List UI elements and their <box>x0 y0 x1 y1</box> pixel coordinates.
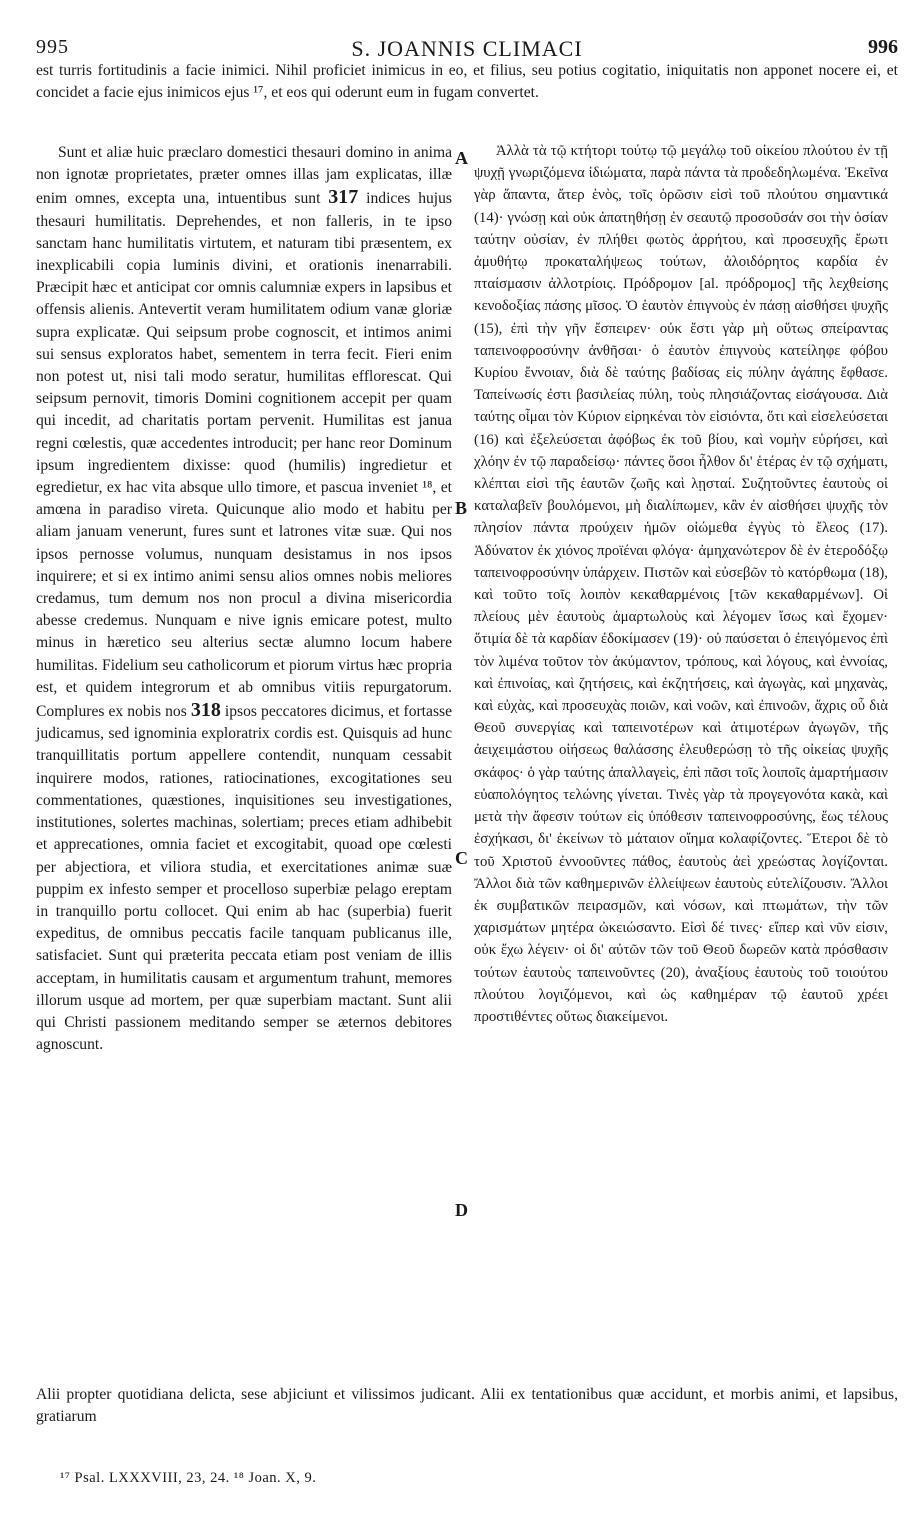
section-marker-a: A <box>455 148 468 168</box>
page-header <box>36 36 898 62</box>
latin-part-1: Sunt et aliæ huic præclaro domestici thesauri domino in anima non ignotæ proprietates, præter omnes illas jam explicatas, illæ enim omnes, excepta una, intuentibus sunt <box>36 144 452 208</box>
greek-text: Ἀλλὰ τὰ τῷ κτήτορι τούτῳ τῷ μεγάλῳ τοῦ οἰκείου πλούτου ἐν τῇ ψυχῇ γνωριζόμενα ἰδιώματα, παρὰ πάντα τὰ προδεδηλωμένα. Ἐκεῖνα γὰρ ἅπαντα, ἄτερ ἑνὸς, τοῖς ὁρῶσιν εἰσὶ τοῦ πλούτου σημαντικά (14)· γνώσῃ καὶ οὐκ ἀπατηθήσῃ ἐν σεαυτῷ προσοῦσάν σοι τὴν ὁσίαν ταύτην οὐσίαν, ἐν πλήθει φωτὸς ἀρρήτου, καὶ προσευχῆς ἔρωτι ἀμυθήτῳ προκαταλήψεως τούτων, ἀλοιδόρητος καρδία ἐν πταίσμασιν ἀλλοτρίοις. Πρόδρομον [al. πρόδρομος] τῆς λεχθείσης κενοδοξίας πάσης μῖσος. Ὁ ἑαυτὸν ἐπιγνοὺς ἐν πάσῃ αἰσθήσει ψυχῆς (15), ἐπὶ τὴν γῆν ἔσπειρεν· οὐκ ἔστι γὰρ μὴ οὕτως σπείραντας ταπεινοφροσύνην ἀνθῆσαι· ὁ ἑαυτὸν ἐπιγνοὺς κατείληφε φόβου Κυρίου ἔννοιαν, διὰ δὲ ταύτης βαδίσας εἰς πύλην ἀγάπης ἔφθασε. Ταπείνωσίς ἐστι βασιλείας πύλη, τοὺς πλησιάζοντας εἰσάγουσα. Διὰ ταύτης οἶμαι τὸν Κύριον εἰρηκέναι τὸν εἰσιόντα, ὅτι καὶ εἰσελεύσεται (16) καὶ ἐξελεύσεται ἀφόβως ἐκ τοῦ βίου, καὶ νομὴν εὑρήσει, καὶ χλόην ἐν τῷ παραδείσῳ· πάντες ὅσοι ἦλθον δι' ἑτέρας ἐν τῷ σχήματι, κλέπται εἰσὶ τῆς ἑαυτῶν ζωῆς καὶ λῃσταί. Συζητοῦντες ἑαυτοὺς οἱ καταλαβεῖν βουλόμενοι, μὴ διαλίπωμεν, κἂν ἐν αἰσθήσει ψυχῆς τὸν πλησίον πάντα προύχειν ἡμῶν οἰώμεθα ἐγγὺς τὸ ἔλεος (17). Ἀδύνατον ἐκ χιόνος προϊέναι φλόγα· ἀμηχανώτερον δὲ ἐν ἑτεροδόξῳ ταπεινοφροσύνην ὑπάρχειν. Πιστῶν καὶ εὐσεβῶν τὸ κατόρθωμα (18), καὶ τοῦτο τοῖς λοιπὸν κεκαθαρμένοις [τῶν κεκαθαρμένων]. Οἱ πλείους μὲν ἑαυτοὺς ἁμαρτωλοὺς καὶ λέγομεν ἴσως καὶ ἔχομεν· ὅτιμία δὲ τὰ καρδίαν ἐδοκίμασεν (19)· οὐ παύσεται ὁ ἐπειγόμενος ἐπὶ τὸν λιμένα τοῦτον τὸν ἀκύμαντον, τρόπους, καὶ λόγους, καὶ ἐννοίας, καὶ ἐπινοίας, καὶ ζητήσεις, καὶ ἐκζητήσεις, καὶ ἀγωγὰς, καὶ μηχανὰς, καὶ εὐχὰς, καὶ προσευχὰς ποιῶν, καὶ νοῶν, καὶ ἐπινοῶν, ἄχρις οὗ διὰ Θεοῦ συνεργίας καὶ ταπεινοτέρων καὶ ἀτιμοτέρων ἀγωγῶν, τῆς ἀειχειμάστου οἰήσεως θαλάσσης ἐλευθερώσῃ τὸ τῆς οἰκείας ψυχῆς σκάφος· ὁ γὰρ ταύτης ἀπαλλαγεὶς, ἐπὶ πᾶσι τοῖς λοιποῖς ἁμαρτήμασιν εὐαπολόγητος τελώνης γίνεται. Τινὲς γὰρ τὰ προγεγονότα κακὰ, καὶ μετὰ τὴν ἄφεσιν τούτων εἰς ὑπόθεσιν ταπεινοφροσύνης, ἕως τέλους ἐσχήκασι, δι' ἐκείνων τὸ μάταιον οἴημα κολαφίζοντες. Ἕτεροι δὲ τὸ τοῦ Χριστοῦ ἐννοοῦντες πάθος, ἑαυτοὺς ἀεὶ χρεώστας λογίζονται. Ἄλλοι διὰ τῶν καθημερινῶν ἐλλείψεων ἑαυτοὺς εὐτελίζουσιν. Ἄλλοι ἐκ συμβατικῶν πειρασμῶν, καὶ νόσων, καὶ πτωμάτων, τὴν τῶν χαρισμάτων μητέρα ὠκειώσαντο. Εἰσὶ δέ τινες· εἴπερ καὶ νῦν εἰσιν, οὐκ ἔχω λέγειν· οἱ δι' αὐτῶν τῶν τοῦ Θεοῦ δωρεῶν κατὰ πρόσθασιν τούτων ἑαυτοὺς ταπεινοῦντες (20), ἀναξίους ἑαυτοὺς τοῦ τοιούτου πλούτου λογιζόμενοι, καὶ ὡς καθημέραν τῷ ἑαυτοῦ χρέει προστιθέντες οὕτως διακείμενοι. <box>474 143 888 1025</box>
latin-part-3: ipsos peccatores dicimus, et fortasse judicamus, sed ignominia exploratrix cordis est. Quisquis ad hunc tranquillitatis portum appellere contendit, nunquam cessabit inquirere modos, rationes, ratiocinationes, excogitationes seu commentationes, quæstiones, inquisitiones seu investigationes, institutiones, solertes machinas, solertiam; preces etiam adhibebit et apprecationes, omnia faciet et excogitabit, quoad ope cœlesti per abjectiora, et viliora studia, et exercitationes animæ suæ puppim ex infesto semper et procelloso superbiæ pelago ereptam in tranquillo portu collocet. Qui enim ab hac (superbia) fuerit expeditus, de omnibus peccatis facile tanquam publicanus ille, satisfaciet. Sunt qui præterita peccata etiam post veniam de illis acceptam, in humilitatis causam et argumentum trahunt, memores illorum usque ad mortem, per quæ superbiam mactant. Sunt alii qui Christi passionem meditando semper se æternos debitores agnoscunt. <box>36 703 452 1054</box>
margin-number-318: 318 <box>190 699 221 722</box>
greek-column <box>474 140 888 1028</box>
right-page-number: 996 <box>868 36 898 58</box>
closing-line: Alii propter quotidiana delicta, sese abjiciunt et vilissimos judicant. Alii ex tentationibus quæ accidunt, et morbis animi, et lapsibus, gratiarum <box>36 1386 898 1425</box>
section-marker-b: B <box>455 498 468 518</box>
latin-text <box>36 142 452 1056</box>
intro-paragraph: est turris fortitudinis a facie inimici. Nihil proficiet inimicus in eo, et filius, seu potius cogitatio, iniquitatis non apponet nocere ei, et concidet a facie ejus inimicos ejus ¹⁷, et eos qui oderunt eum in fugam convertet. <box>36 62 898 101</box>
latin-column <box>36 142 452 1056</box>
section-marker-d: D <box>455 1200 468 1220</box>
margin-number-317: 317 <box>328 186 359 209</box>
left-page-number: 995 <box>36 36 69 58</box>
running-title: S. JOANNIS CLIMACI <box>351 36 583 61</box>
footnotes: ¹⁷ Psal. LXXXVIII, 23, 24. ¹⁸ Joan. X, 9. <box>60 1470 317 1486</box>
section-marker-c: C <box>455 848 468 868</box>
latin-part-2: indices hujus thesauri humilitatis. Deprehendes, et non falleris, in te ipso sanctam hanc humilitatis virtutem, et naturam tibi præsentem, ex inexplicabili copia luminis divini, et orationis inenarrabili. Præcipit hæc et anticipat cor omnis calumniæ expers in lapsibus et offensis alienis. Antevertit veram humilitatem odium vanæ gloriæ supra explicatæ. Qui seipsum probe cognoscit, et intimos animi sui sensus exploratos habet, sementem in terra fecit. Fieri enim non potest ut, nisi tali modo seratur, humilitas efflorescat. Qui seipsum pernovit, timoris Domini cognitionem accepit per quam qui incedit, ad charitatis portam pervenit. Humilitas est janua regni cœlestis, quæ accedentes introducit; per hanc reor Dominum ipsum ingredientem dixisse: quod (humilis) ingredietur et egredietur, ex hac vita absque ullo timore, et pascua inveniet ¹⁸, et amœna in paradiso vireta. Quicunque alio modo et habitu per aliam januam venerunt, fures sunt et latrones vitæ suæ. Qui nos ipsos pernosse volumus, nunquam desistamus in nos ipsos inquirere; et si ex intimo animi sensu alios omnes nobis meliores credamus, tum demum nos non procul a divina misericordia abesse credemus. Nunquam e nive ignis emicare potest, multo minus in hæretico seu alterius sectæ alumno locum habere humilitas. Fidelium seu catholicorum et piorum virtus hæc propria est, et quidem integrorum et ab omnibus vitiis repurgatorum. Complures ex nobis nos <box>36 190 452 721</box>
